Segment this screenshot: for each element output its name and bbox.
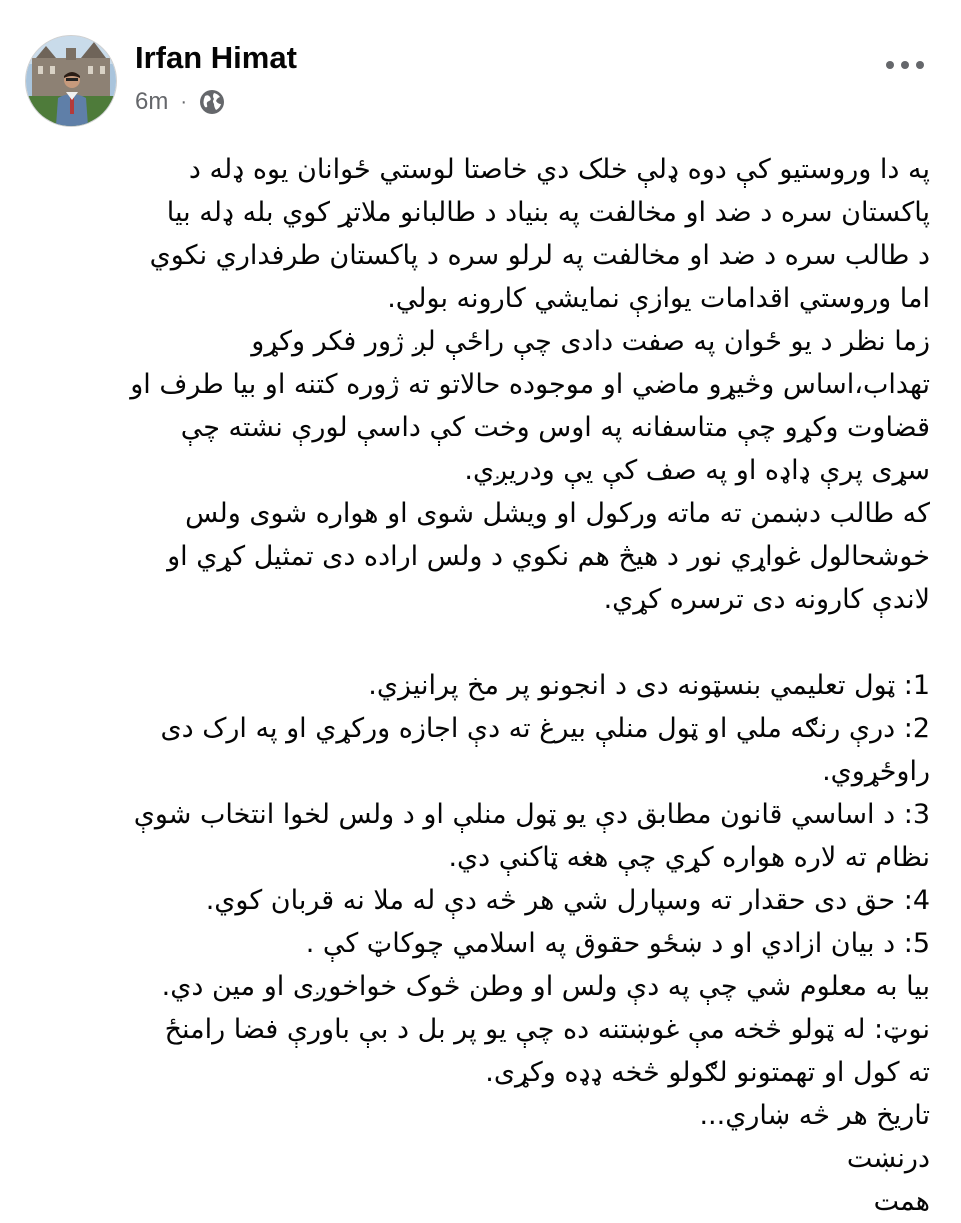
- more-dot: [886, 61, 894, 69]
- post-line: لاندې کارونه دی ترسره کړي.: [603, 584, 930, 615]
- more-dot: [901, 61, 909, 69]
- post-line: نوټ: له ټولو څخه مې غوښتنه ده چې یو پر بل د بې باورې فضا رامنځ: [164, 1014, 930, 1045]
- avatar[interactable]: [25, 35, 117, 127]
- profile-photo: [26, 36, 116, 126]
- post-line: زما نظر د یو ځوان په صفت دادی چې راځې لږ ژور فکر وکړو: [251, 326, 930, 357]
- post-line: په دا وروستیو کې دوه ډلې خلک دي خاصتا لوستي ځوانان یوه ډله د: [188, 154, 930, 185]
- post-line: که طالب دښمن ته ماته ورکول او ویشل شوی او هواره شوی ولس: [185, 498, 930, 529]
- post-line: تاریخ هر څه ښاري...: [699, 1100, 930, 1131]
- post-line: 4: حق دی حقدار ته وسپارل شي هر څه دې له ملا نه قربان کوي.: [205, 885, 930, 916]
- post-line: 1: ټول تعلیمي بنسټونه دی د انجونو پر مخ پرانیزي.: [368, 670, 930, 701]
- author-name[interactable]: Irfan Himat: [135, 40, 297, 75]
- post-header: [0, 0, 961, 130]
- post-line: ته کول او تهمتونو لګولو څخه ډډه وکړی.: [485, 1057, 930, 1088]
- post-line: بیا به معلوم شي چې په دې ولس او وطن څوک خواخوږی او مین دي.: [161, 971, 930, 1002]
- meta-separator: ·: [180, 90, 188, 113]
- post-line: 5: د بیان ازادي او د ښځو حقوق په اسلامي چوکاټ کې .: [305, 928, 930, 959]
- post-meta: [135, 86, 225, 118]
- post-line: درنښت: [846, 1143, 930, 1174]
- post-line: نظام ته لاره هواره کړي چې هغه ټاکنې دي.: [448, 842, 930, 873]
- post-line: تهداب،اساس وڅیړو ماضي او موجوده حالاتو ته ژوره کتنه او بیا طرف او: [130, 369, 930, 400]
- post-line: همت: [873, 1186, 930, 1217]
- more-options-button[interactable]: [875, 50, 935, 80]
- post-line: اما وروستي اقدامات یوازې نمایشي کارونه بولي.: [387, 283, 930, 314]
- post-line: خوشحالول غواړي نور د هیڅ هم نکوي د ولس اراده دی تمثیل کړي او: [167, 541, 930, 572]
- more-dot: [916, 61, 924, 69]
- post-text: [15, 148, 930, 1223]
- post-line: پاکستان سره د ضد او مخالفت په بنیاد د طالبانو ملاتړ کوي بله ډله بیا: [166, 197, 930, 228]
- post-line: راوځړوي.: [822, 756, 930, 787]
- post-line: 3: د اساسي قانون مطابق دې یو ټول منلې او د ولس لخوا انتخاب شوې: [133, 799, 930, 830]
- post-line: قضاوت وکړو چې متاسفانه په اوس وخت کې داسې لورې نشته چې: [180, 412, 930, 443]
- post-timestamp[interactable]: 6m: [135, 88, 169, 115]
- post-line: سړی پرې ډاډه او په صف کې یې ودریږي.: [464, 455, 930, 486]
- post-line: 2: درې رنګه ملي او ټول منلې بیرغ ته دې اجازه ورکړي او په ارک دی: [160, 713, 930, 744]
- post-line: د طالب سره د ضد او مخالفت په لرلو سره د پاکستان طرفداري نکوي: [149, 240, 930, 271]
- globe-icon[interactable]: [199, 89, 225, 115]
- post-blank-line: [15, 621, 930, 664]
